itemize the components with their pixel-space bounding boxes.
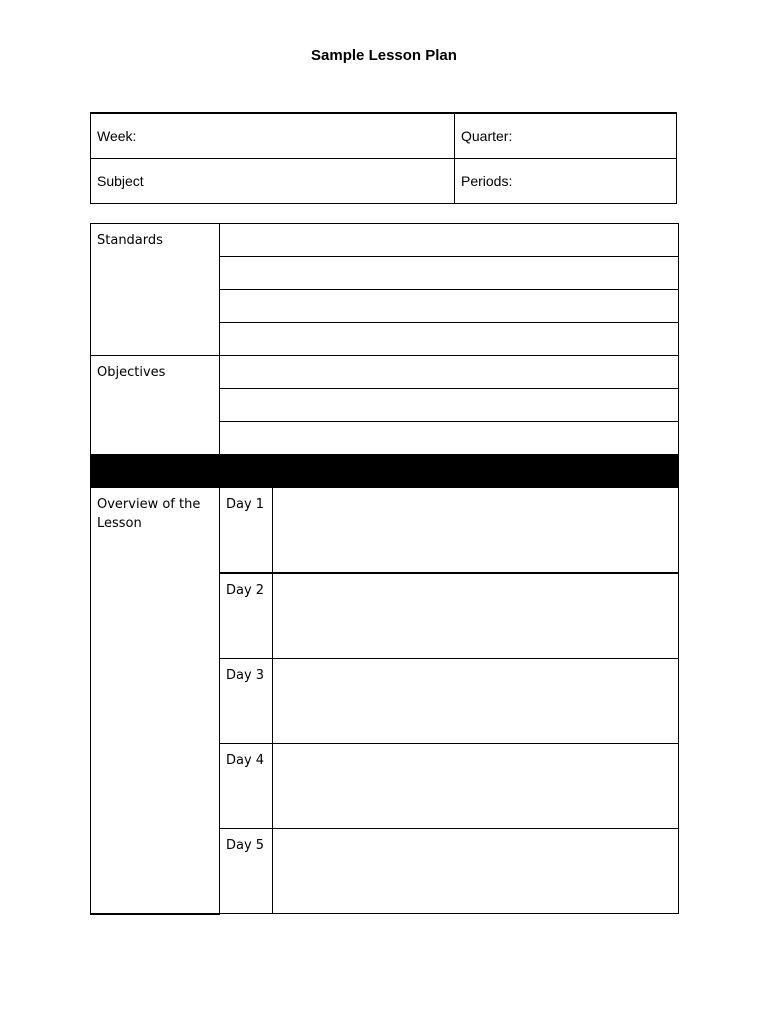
info-row-subject bbox=[91, 159, 677, 204]
objectives-row bbox=[91, 356, 679, 389]
overview-label: Overview of the Lesson bbox=[91, 488, 220, 914]
section-divider-bar bbox=[91, 455, 679, 488]
lesson-info-table bbox=[90, 112, 677, 204]
day-4-field[interactable] bbox=[273, 744, 679, 829]
standards-field-1[interactable] bbox=[220, 224, 679, 257]
page-title: Sample Lesson Plan bbox=[311, 47, 457, 64]
standards-row bbox=[91, 224, 679, 257]
day-label: Day 1 bbox=[220, 488, 273, 574]
standards-field-3[interactable] bbox=[220, 290, 679, 323]
day-label: Day 5 bbox=[220, 829, 273, 914]
lesson-plan-table bbox=[90, 223, 679, 915]
periods-label: Periods: bbox=[461, 173, 513, 189]
subject-label: Subject bbox=[97, 173, 144, 189]
day-label: Day 3 bbox=[220, 659, 273, 744]
day-3-field[interactable] bbox=[273, 659, 679, 744]
standards-label: Standards bbox=[91, 224, 220, 356]
quarter-label: Quarter: bbox=[461, 128, 513, 144]
standards-field-4[interactable] bbox=[220, 323, 679, 356]
day-2-field[interactable] bbox=[273, 573, 679, 659]
quarter-field[interactable] bbox=[455, 113, 677, 159]
divider-bar bbox=[91, 455, 679, 488]
objectives-field-2[interactable] bbox=[220, 389, 679, 422]
day-label: Day 4 bbox=[220, 744, 273, 829]
day-label: Day 2 bbox=[220, 573, 273, 659]
day-row bbox=[91, 488, 679, 574]
standards-field-2[interactable] bbox=[220, 257, 679, 290]
objectives-label: Objectives bbox=[91, 356, 220, 455]
day-1-field[interactable] bbox=[273, 488, 679, 574]
objectives-field-1[interactable] bbox=[220, 356, 679, 389]
day-5-field[interactable] bbox=[273, 829, 679, 914]
periods-field[interactable] bbox=[455, 159, 677, 204]
objectives-field-3[interactable] bbox=[220, 422, 679, 455]
week-label: Week: bbox=[97, 128, 137, 144]
subject-field[interactable] bbox=[91, 159, 455, 204]
week-field[interactable] bbox=[91, 113, 455, 159]
info-row-week bbox=[91, 113, 677, 159]
